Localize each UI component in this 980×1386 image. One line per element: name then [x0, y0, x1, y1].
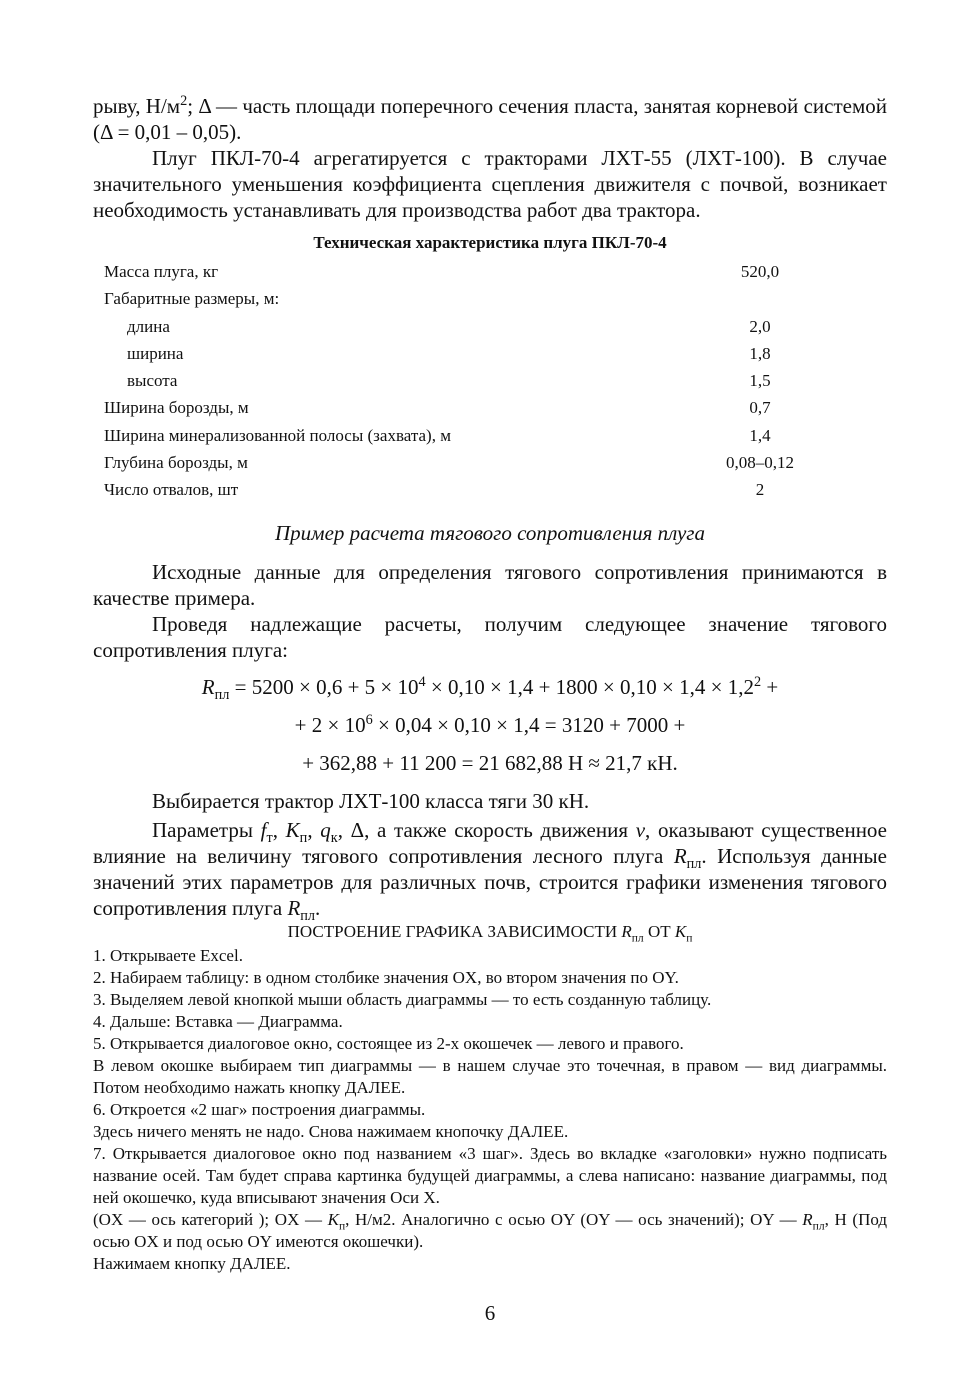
step-item: 2. Набираем таблицу: в одном столбике значения OX, во втором значения по OY. [93, 968, 679, 987]
example-text [93, 559, 887, 663]
step-item: 3. Выделяем левой кнопкой мыши область диаграммы — то есть созданную таблицу. [93, 990, 712, 1009]
spec-value: 0,08–0,12 [726, 453, 794, 473]
step-item: В левом окошке выбираем тип диаграммы — в нашем случае это точечная, в правом — вид диаграммы. Потом необходимо нажать кнопку ДАЛЕЕ. [93, 1056, 887, 1097]
spec-row [104, 367, 804, 394]
page-number: 6 [484, 1301, 496, 1325]
spec-label: ширина [127, 343, 184, 363]
spec-label: Глубина борозды, м [104, 453, 248, 473]
spec-row [104, 340, 804, 367]
spec-row [104, 394, 804, 421]
step-item: Нажимаем кнопку ДАЛЕЕ. [93, 1254, 291, 1273]
spec-value: 0,7 [749, 398, 771, 418]
step-item: (OX — ось категорий ); OX — $K_п$, Н/м2. Аналогично с осью OY (OY — ось значений); OY — $R_{пл}$, Н (Под осью OX и под осью OY имеются окошечки). [93, 1210, 888, 1251]
spec-value: 1,5 [749, 371, 771, 391]
step-item: Здесь ничего менять не надо. Снова нажимаем кнопочку ДАЛЕЕ. [93, 1122, 569, 1141]
section-title: ПОСТРОЕНИЕ ГРАФИКА ЗАВИСИМОСТИ $R_{пл}$ ОТ $K_п$ [287, 922, 693, 945]
spec-label: Габаритные размеры, м: [104, 289, 280, 309]
spec-row [104, 476, 804, 503]
spec-title: Техническая характеристика плуга ПКЛ-70-4 [313, 233, 667, 252]
step-item: 7. Открывается диалоговое окно под названием «3 шаг». Здесь во вкладке «заголовки» нужно подписать название осей. Там будет справа картинка будущей диаграммы, а слева написано: название диаграммы, под ней окошечко, куда вписывают значения Оси Х. [93, 1144, 887, 1207]
step-item: 4. Дальше: Вставка — Диаграмма. [93, 1012, 343, 1031]
spec-value: 520,0 [740, 262, 780, 281]
conclusion-paragraph-1: Выбирается трактор ЛХТ-100 класса тяги 30 кН. [152, 789, 590, 813]
example-paragraph-1: Исходные данные для определения тягового сопротивления принимаются в качестве примера. [93, 560, 887, 610]
spec-value: 1,4 [749, 425, 771, 445]
spec-label: Ширина борозды, м [104, 398, 249, 418]
conclusion-paragraph-2: Параметры $f_т$, $K_п$, $q_к$, Δ, а также скорость движения v, оказывают существенное влияние на величину тягового сопротивления лесного плуга $R_{пл}$. Используя данные значений этих параметров для различных почв, строится графики изменения тягового сопротивления плуга $R_{пл}$. [93, 818, 888, 925]
spec-value: 1,8 [749, 343, 771, 363]
spec-row [104, 258, 804, 285]
formula-line-1: $R_{пл} = 5200 \times 0,6 + 5 \times 10^4 \times 0,10 \times 1,4 + 1800 \times 0,10 \times 1,4 \times 1,2^2$ + [201, 674, 779, 704]
steps-list [93, 945, 887, 1275]
spec-label: Масса плуга, кг [104, 262, 219, 281]
formula-line-2: + $2 \times 10^6 \times 0,04 \times 0,10 \times 1,4 = 3120 + 7000$ + [294, 712, 686, 737]
step-item: 1. Открываете Excel. [93, 946, 243, 965]
intro-block [93, 93, 887, 223]
example-paragraph-2: Проведя надлежащие расчеты, получим следующее значение тягового сопротивления плуга: [93, 612, 887, 662]
example-caption: Пример расчета тягового сопротивления плуга [275, 521, 705, 545]
spec-table [104, 258, 804, 504]
spec-label: Ширина минерализованной полосы (захвата), м [104, 425, 451, 445]
spec-row [104, 313, 804, 340]
spec-value: 2,0 [749, 316, 771, 336]
spec-value: 2 [755, 480, 765, 500]
conclusion-text [93, 788, 888, 925]
spec-label: Число отвалов, шт [104, 480, 239, 500]
spec-label: высота [127, 371, 178, 391]
intro-paragraph: рыву, $Н/м^2$; Δ — часть площади поперечного сечения пласта, занятая корневой системой (Δ = 0,01 – 0,05). [93, 93, 887, 144]
formula-line-3: + 362,88 + 11 200 = 21 682,88 Н ≈ 21,7 кН. [302, 751, 678, 775]
spec-label: длина [127, 316, 170, 336]
intro-paragraph-2: Плуг ПКЛ-70-4 агрегатируется с тракторами ЛХТ-55 (ЛХТ-100). В случае значительного уменьшения коэффициента сцепления движителя с почвой, возникает необходимость устанавливать для производства работ два трактора. [93, 146, 887, 222]
step-item: 6. Откроется «2 шаг» построения диаграммы. [93, 1100, 426, 1119]
spec-row [104, 422, 804, 449]
step-item: 5. Открывается диалоговое окно, состоящее из 2-х окошечек — левого и правого. [93, 1034, 684, 1053]
spec-row [104, 449, 804, 476]
spec-row [104, 285, 804, 312]
